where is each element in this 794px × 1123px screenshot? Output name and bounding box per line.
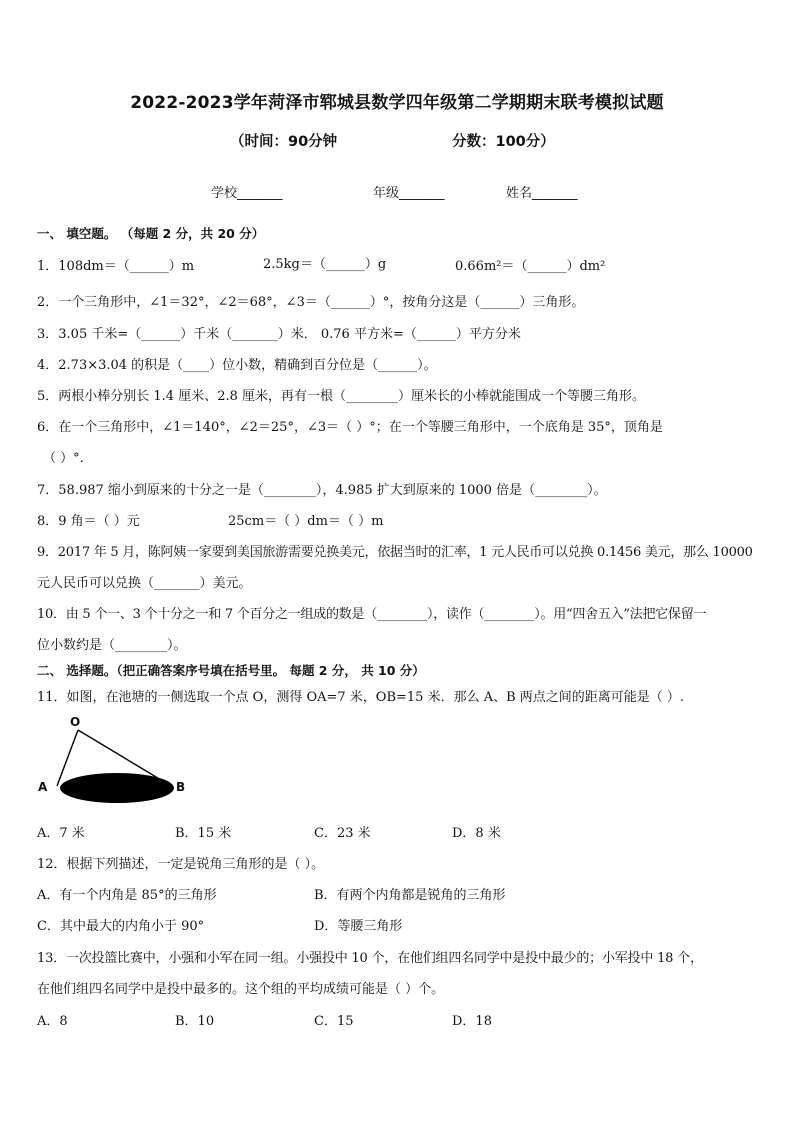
question-11: 11．如图，在池塘的一侧选取一个点 O，测得 OA=7 米，OB=15 米．那么 A、B 两点之间的距离可能是（ ）. [37,690,685,705]
question-6-line-1: 6．在一个三角形中，∠1＝140°，∠2＝25°，∠3＝（ ）°；在一个等腰三角形中，一个底角是 35°，顶角是 [37,420,663,435]
point-o-label: O [70,715,81,729]
question-1c: 0.66m²＝（______）dm² [455,259,606,274]
question-12: 12．根据下列描述，一定是锐角三角形的是（ ）。 [37,857,325,872]
question-13-line-1: 13．一次投篮比赛中，小强和小军在同一组。小强投中 10 个，在他们组四名同学中是投中最少的；小军投中 18 个， [37,951,703,966]
name-field: 姓名_______ [506,186,578,201]
page-title: 2022-2023学年菏泽市郓城县数学四年级第二学期期末联考模拟试题 [130,93,664,113]
point-b-label: B [176,780,186,794]
question-9-line-2: 元人民币可以兑换（_______）美元。 [37,576,252,591]
question-2: 2．一个三角形中，∠1＝32°，∠2＝68°，∠3＝（______）°，按角分这是（______）三角形。 [37,295,585,310]
exam-time: （时间：90分钟 [230,134,338,150]
question-5: 5．两根小棒分别长 1.4 厘米、2.8 厘米，再有一根（________）厘米长的小棒就能围成一个等腰三角形。 [37,389,646,404]
school-field: 学校_______ [211,186,283,201]
grade-field: 年级_______ [373,186,445,201]
q12-option-a: A．有一个内角是 85°的三角形 [37,888,217,903]
q13-option-c: C．15 [314,1014,354,1029]
exam-score: 分数：100分） [452,134,555,150]
question-1b: 2.5kg＝（______）g [263,257,387,272]
q12-option-c: C．其中最大的内角小于 90° [37,919,205,934]
q13-option-d: D．18 [452,1014,492,1029]
question-13-line-2: 在他们组四名同学中是投中最多的。这个组的平均成绩可能是（ ）个。 [37,982,445,997]
section-heading-fill: 一、 填空题。 （每题 2 分，共 20 分） [37,226,265,241]
question-10-line-1: 10．由 5 个一、3 个十分之一和 7 个百分之一组成的数是（________），读作（________）。用“四舍五入”法把它保留一 [37,607,707,622]
q12-option-d: D．等腰三角形 [314,919,403,934]
question-10-line-2: 位小数约是（________）。 [37,638,187,653]
question-9-line-1: 9．2017 年 5 月，陈阿姨一家要到美国旅游需要兑换美元，依据当时的汇率，1 元人民币可以兑换 0.1456 美元，那么 10000 [37,545,753,560]
q11-option-d: D．8 米 [452,826,501,841]
question-7: 7．58.987 缩小到原来的十分之一是（________），4.985 扩大到原来的 1000 倍是（________）。 [37,483,607,498]
q13-option-b: B．10 [175,1014,215,1029]
question-6-line-2: （ ）°. [43,451,84,466]
q11-option-b: B．15 米 [175,826,232,841]
q11-option-a: A．7 米 [37,826,85,841]
q13-option-a: A．8 [37,1014,68,1029]
question-8a: 8．9 角＝（ ）元 [37,514,140,529]
question-1a: 1．108dm＝（______）m [37,259,195,274]
q11-option-c: C．23 米 [314,826,371,841]
question-4: 4．2.73×3.04 的积是（____）位小数，精确到百分位是（______）。 [37,358,437,373]
pond-diagram [30,710,200,805]
segment-oa [57,730,78,786]
section-heading-choice: 二、 选择题。（把正确答案序号填在括号里。 每题 2 分， 共 10 分） [37,663,425,678]
question-8b: 25cm＝（ ）dm＝（ ）m [228,514,384,529]
question-3: 3．3.05 千米=（______）千米（_______）米． 0.76 平方米=（______）平方分米 [37,327,521,342]
q12-option-b: B．有两个内角都是锐角的三角形 [314,888,506,903]
point-a-label: A [38,780,48,794]
